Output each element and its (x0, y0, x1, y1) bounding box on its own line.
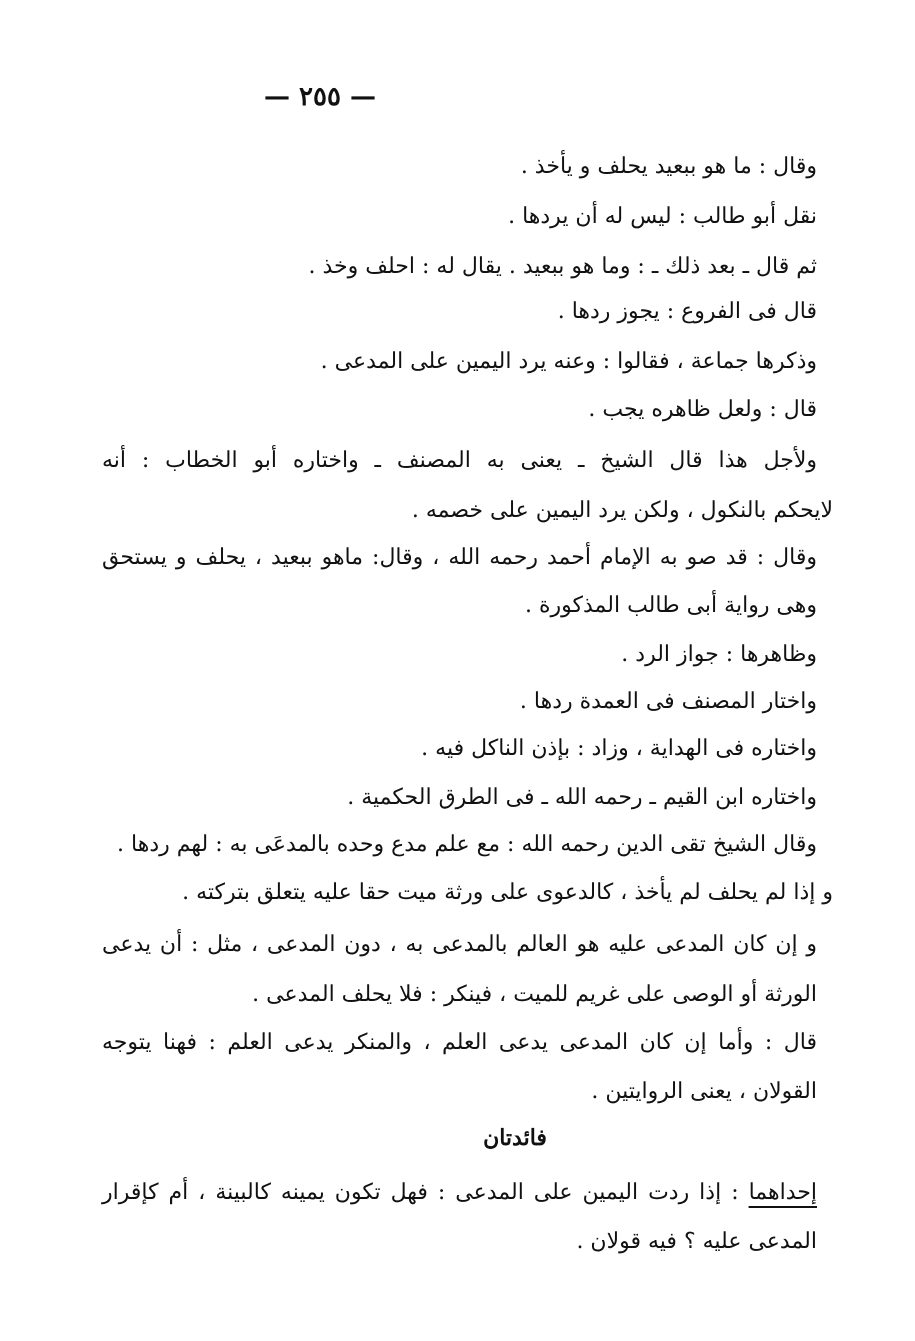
text-line: وقال : ما هو ببعيد يحلف و يأخذ . (520, 154, 817, 179)
text-line: ولأجل هذا قال الشيخ ـ يعنى به المصنف ـ واختاره أبو الخطاب : أنه (102, 448, 817, 473)
text-line: و إن كان المدعى عليه هو العالم بالمدعى به ، دون المدعى ، مثل : أن يدعى (102, 932, 817, 957)
text-line: واختاره ابن القيم ـ رحمه الله ـ فى الطرق الحكمية . (347, 785, 817, 810)
text-line: قال : ولعل ظاهره يجب . (588, 397, 817, 422)
text-line: قال : وأما إن كان المدعى يدعى العلم ، والمنكر يدعى العلم : فهنا يتوجه (102, 1030, 817, 1055)
section-lead-word: إحداهما (748, 1180, 817, 1205)
text-line: ثم قال ـ بعد ذلك ـ : وما هو ببعيد . يقال له : احلف وخذ . (308, 254, 817, 279)
text-line: وقال الشيخ تقى الدين رحمه الله : مع علم مدع وحده بالمدعَى به : لهم ردها . (117, 832, 817, 857)
text-line: واختار المصنف فى العمدة ردها . (519, 689, 817, 714)
text-line: قال فى الفروع : يجوز ردها . (557, 299, 817, 324)
text-line: وظاهرها : جواز الرد . (621, 642, 817, 667)
text-line: و إذا لم يحلف لم يأخذ ، كالدعوى على ورثة ميت حقا عليه يتعلق بتركته . (182, 880, 833, 905)
text-line: واختاره فى الهداية ، وزاد : بإذن الناكل فيه . (421, 736, 817, 761)
text-line: وقال : قد صو به الإمام أحمد رحمه الله ، وقال: ماهو ببعيد ، يحلف و يستحق (102, 545, 817, 570)
text-line: الورثة أو الوصى على غريم للميت ، فينكر : فلا يحلف المدعى . (252, 982, 817, 1007)
section-heading: فائدتان (483, 1125, 547, 1151)
text-line: المدعى عليه ؟ فيه قولان . (576, 1229, 817, 1254)
text-line: لايحكم بالنكول ، ولكن يرد اليمين على خصمه . (411, 498, 833, 523)
text-line: نقل أبو طالب : ليس له أن يردها . (508, 204, 817, 229)
page-number: — ٢٥٥ — (263, 82, 377, 112)
text-line: وذكرها جماعة ، فقالوا : وعنه يرد اليمين على المدعى . (320, 349, 817, 374)
text-line: القولان ، يعنى الروايتين . (591, 1079, 817, 1104)
text-line (102, 1178, 817, 1208)
text-line: وهى رواية أبى طالب المذكورة . (525, 593, 817, 618)
section-line-text: : إذا ردت اليمين على المدعى : فهل تكون يمينه كالبينة ، أم كإقرار (102, 1180, 749, 1205)
